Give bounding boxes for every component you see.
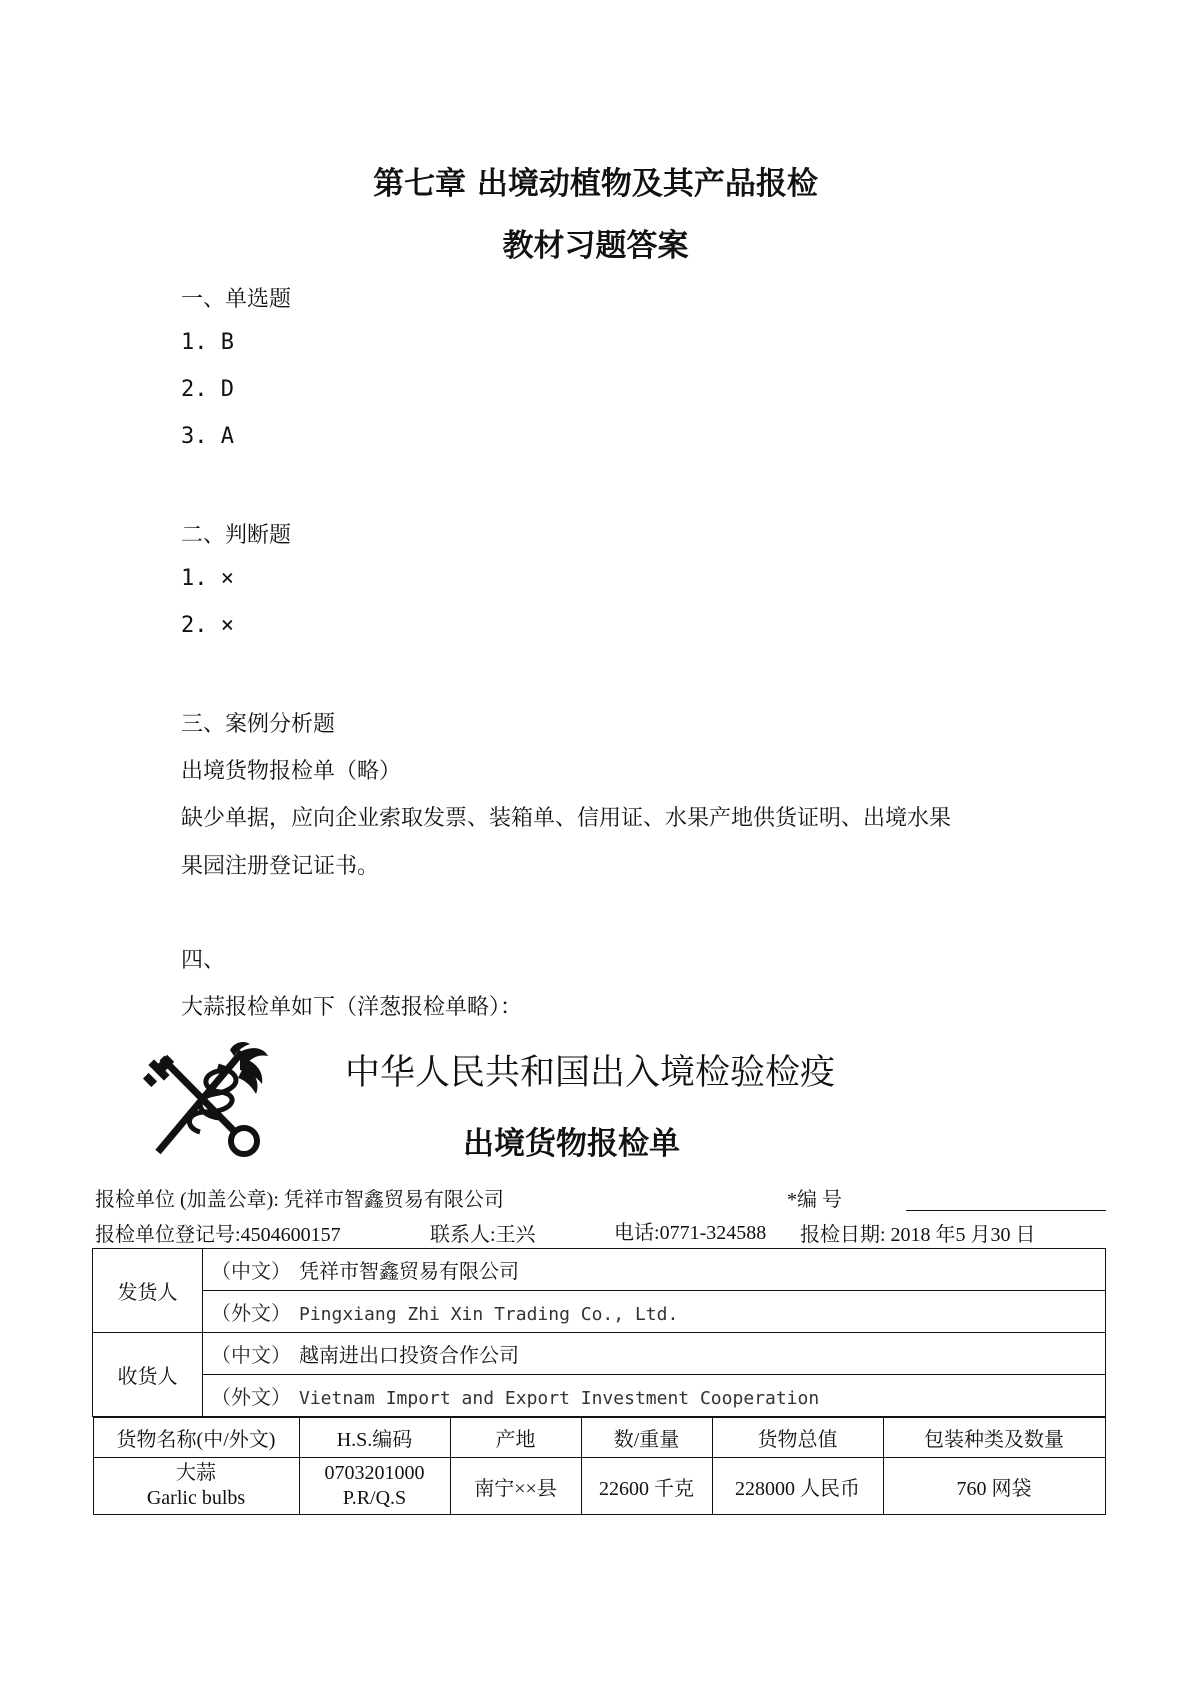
col-quantity: 数/重量 <box>581 1418 712 1458</box>
shipper-en-cell <box>203 1291 1106 1333</box>
consignee-en-cell <box>203 1375 1106 1417</box>
shipper-en: Pingxiang Zhi Xin Trading Co., Ltd. <box>299 1304 679 1325</box>
reg-line <box>95 1218 341 1247</box>
inspection-form-table <box>92 1248 1106 1515</box>
page-subtitle: 教材习题答案 <box>502 228 689 264</box>
paragraph-line: 缺少单据，应向企业索取发票、装箱单、信用证、水果产地供货证明、出境水果 <box>181 806 952 831</box>
goods-table <box>93 1417 1106 1515</box>
shipper-cn: 凭祥市智鑫贸易有限公司 <box>299 1261 519 1283</box>
section-heading: 一、单选题 <box>181 287 292 312</box>
consignee-cn: 越南进出口投资合作公司 <box>299 1345 519 1367</box>
hs-sub: P.R/Q.S <box>342 1487 407 1509</box>
inspection-date: 报检日期: 2018 年5 月30 日 <box>800 1224 1036 1246</box>
reg-value: 4504600157 <box>240 1224 341 1246</box>
col-value: 货物总值 <box>712 1418 883 1458</box>
reg-label: 报检单位登记号: <box>95 1224 241 1246</box>
phone-value: 0771-324588 <box>659 1222 767 1244</box>
en-tag: （外文） <box>211 1387 291 1409</box>
hs-code: 0703201000 <box>324 1462 425 1484</box>
consignee-cn-cell <box>203 1333 1106 1375</box>
packing-cell: 760 网袋 <box>883 1458 1105 1515</box>
answer-item: 1. × <box>181 566 234 591</box>
col-packing: 包装种类及数量 <box>883 1418 1105 1458</box>
inspection-emblem-icon <box>140 1040 270 1160</box>
goods-name-en: Garlic bulbs <box>146 1487 246 1509</box>
hs-code-cell <box>299 1458 450 1515</box>
contact-value: 王兴 <box>495 1224 536 1246</box>
answer-item: 3. A <box>181 424 234 449</box>
section-heading: 四、 <box>181 948 226 973</box>
phone-line <box>614 1216 766 1245</box>
consignee-label: 收货人 <box>93 1333 203 1417</box>
value-cell: 228000 人民币 <box>712 1458 883 1515</box>
form-title: 出境货物报检单 <box>463 1126 680 1162</box>
phone-label: 电话: <box>614 1222 660 1244</box>
shipper-cn-cell <box>203 1249 1106 1291</box>
page-title: 第七章 出境动植物及其产品报检 <box>373 166 818 202</box>
col-hs-code: H.S.编码 <box>299 1418 450 1458</box>
col-origin: 产地 <box>450 1418 581 1458</box>
shipper-label: 发货人 <box>93 1249 203 1333</box>
form-agency-title: 中华人民共和国出入境检验检疫 <box>345 1053 836 1093</box>
table-row <box>93 1458 1105 1515</box>
unit-value: 凭祥市智鑫贸易有限公司 <box>283 1189 504 1211</box>
answer-item: 1. B <box>181 330 234 355</box>
paragraph-line: 出境货物报检单（略） <box>181 759 402 784</box>
goods-name-cn: 大蒜 <box>176 1462 216 1484</box>
unit-label: 报检单位 (加盖公章): <box>95 1189 279 1211</box>
section-heading: 三、案例分析题 <box>181 712 336 737</box>
unit-line <box>95 1183 504 1212</box>
col-goods-name: 货物名称(中/外文) <box>93 1418 299 1458</box>
contact-label: 联系人: <box>430 1224 496 1246</box>
en-tag: （外文） <box>211 1303 291 1325</box>
cn-tag: （中文） <box>211 1345 291 1367</box>
paragraph-line: 大蒜报检单如下（洋葱报检单略）： <box>181 995 523 1020</box>
consignee-en: Vietnam Import and Export Investment Cooperation <box>299 1388 820 1409</box>
paragraph-line: 果园注册登记证书。 <box>181 854 380 879</box>
cn-tag: （中文） <box>211 1261 291 1283</box>
goods-name-cell <box>93 1458 299 1515</box>
origin-cell: 南宁××县 <box>450 1458 581 1515</box>
answer-item: 2. D <box>181 377 234 402</box>
quantity-cell: 22600 千克 <box>581 1458 712 1515</box>
answer-item: 2. × <box>181 613 234 638</box>
number-field-line <box>906 1210 1106 1211</box>
contact-line <box>430 1218 536 1247</box>
section-heading: 二、判断题 <box>181 523 292 548</box>
number-label: *编 号 <box>787 1189 842 1211</box>
